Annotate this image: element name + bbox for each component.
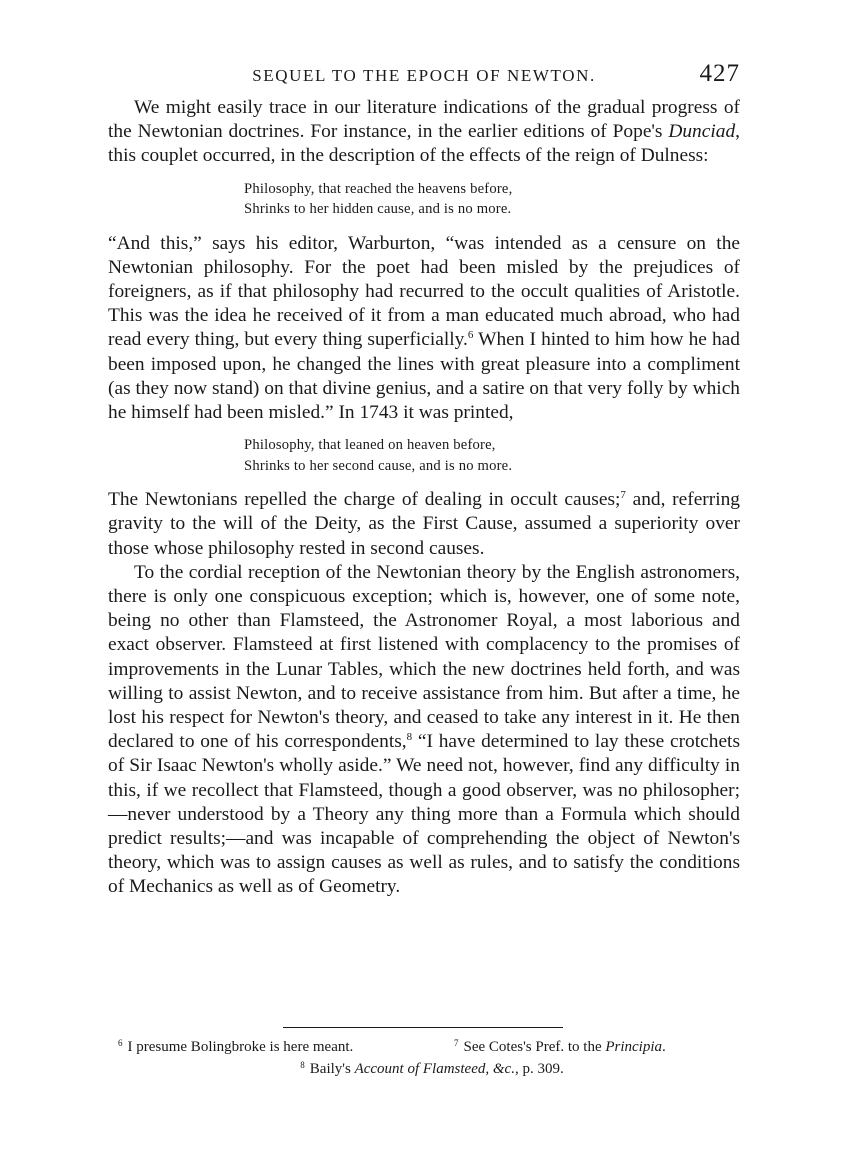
footnote-6 xyxy=(118,1036,353,1058)
paragraph-newtonians xyxy=(108,488,740,561)
verse-line: Philosophy, that reached the heavens before, xyxy=(244,180,513,197)
footnote-mark: 6 xyxy=(118,1038,123,1048)
footnote-7 xyxy=(454,1036,666,1058)
running-title: SEQUEL TO THE EPOCH OF NEWTON. xyxy=(252,66,596,85)
footnote-mark: 7 xyxy=(454,1038,459,1048)
footnote-text: Baily's xyxy=(309,1061,355,1077)
paragraph-text: When I hinted to him how he had been imposed upon, he changed the lines with great pleasure into a compliment (as they now stand) on that divine genius, and a satire on that very folly by which he himself had been misled.” In 1743 it was printed, xyxy=(108,329,740,424)
paragraph-text: To the cordial reception of the Newtonian theory by the English astronomers, there is only one conspicuous exception; which is, however, one of some note, being no other than Flamsteed, the Astronomer Royal, a most laborious and exact observer. Flamsteed at first listened with complacency to the promises of improvements in the Lunar Tables, which the new doctrines held forth, and was willing to assist Newton, and to receive assistance from him. But after a time, he lost his respect for Newton's theory, and ceased to take any interest in it. He then declared to one of his correspondents, xyxy=(108,561,740,753)
page-number: 427 xyxy=(699,60,740,87)
footnotes xyxy=(108,1036,740,1080)
footnote-ref-6: 6 xyxy=(467,329,474,342)
paragraph-text: and, referring gravity to the will of the Deity, as the First Cause, assumed a superiority over those whose philosophy rested in second causes. xyxy=(108,489,740,559)
footnote-text: . xyxy=(662,1039,666,1055)
footnote-text: , p. 309. xyxy=(514,1061,564,1077)
footnote-mark: 8 xyxy=(300,1060,305,1070)
footnote-8 xyxy=(108,1058,740,1080)
footnote-ref-7: 7 xyxy=(620,489,626,502)
main-text xyxy=(108,96,740,900)
footnote-rule xyxy=(283,1027,563,1028)
paragraph-text: The Newtonians repelled the charge of dealing in occult causes; xyxy=(108,489,621,511)
work-title-principia: Principia xyxy=(605,1039,663,1055)
couplet-revised xyxy=(244,435,740,476)
footnote-text: See Cotes's Pref. to the xyxy=(463,1039,606,1055)
footnote-ref-8: 8 xyxy=(406,731,413,744)
work-title-account: Account of Flamsteed, &c. xyxy=(354,1061,515,1077)
verse-line: Shrinks to her hidden cause, and is no more. xyxy=(244,201,512,218)
footnote-text: I presume Bolingbroke is here meant. xyxy=(127,1039,354,1055)
paragraph-text: “I have determined to lay these crotchets of Sir Isaac Newton's wholly aside.” We need not, however, find any difficulty in this, if we recollect that Flamsteed, though a good observer, was no philosopher;—never understood by a Theory any thing more than a Formula which should predict results;—and was incapable of comprehending the object of Newton's theory, which was to assign causes as well as rules, and to satisfy the conditions of Mechanics as well as of Geometry. xyxy=(108,731,740,898)
paragraph-text: We might easily trace in our literature indications of the gradual progress of the Newtonian doctrines. For instance, in the earlier editions of Pope's xyxy=(108,97,740,143)
paragraph-text: , this couplet occurred, in the description of the effects of the reign of Dulness: xyxy=(108,121,740,167)
verse-line: Philosophy, that leaned on heaven before, xyxy=(244,437,496,454)
couplet-original xyxy=(244,179,740,220)
verse-line: Shrinks to her second cause, and is no more. xyxy=(244,457,513,474)
paragraph-text: “And this,” says his editor, Warburton, “was intended as a censure on the Newtonian philosophy. For the poet had been misled by the prejudices of foreigners, as if that philosophy had recurred to the occult qualities of Aristotle. This was the idea he received of it from a man educated much abroad, who had read every thing, but every thing superficially. xyxy=(108,232,740,351)
running-header xyxy=(108,60,740,92)
paragraph-dunciad xyxy=(108,96,740,169)
work-title-dunciad: Dunciad xyxy=(668,121,736,143)
paragraph-flamsteed xyxy=(108,561,740,900)
paragraph-warburton xyxy=(108,232,740,426)
